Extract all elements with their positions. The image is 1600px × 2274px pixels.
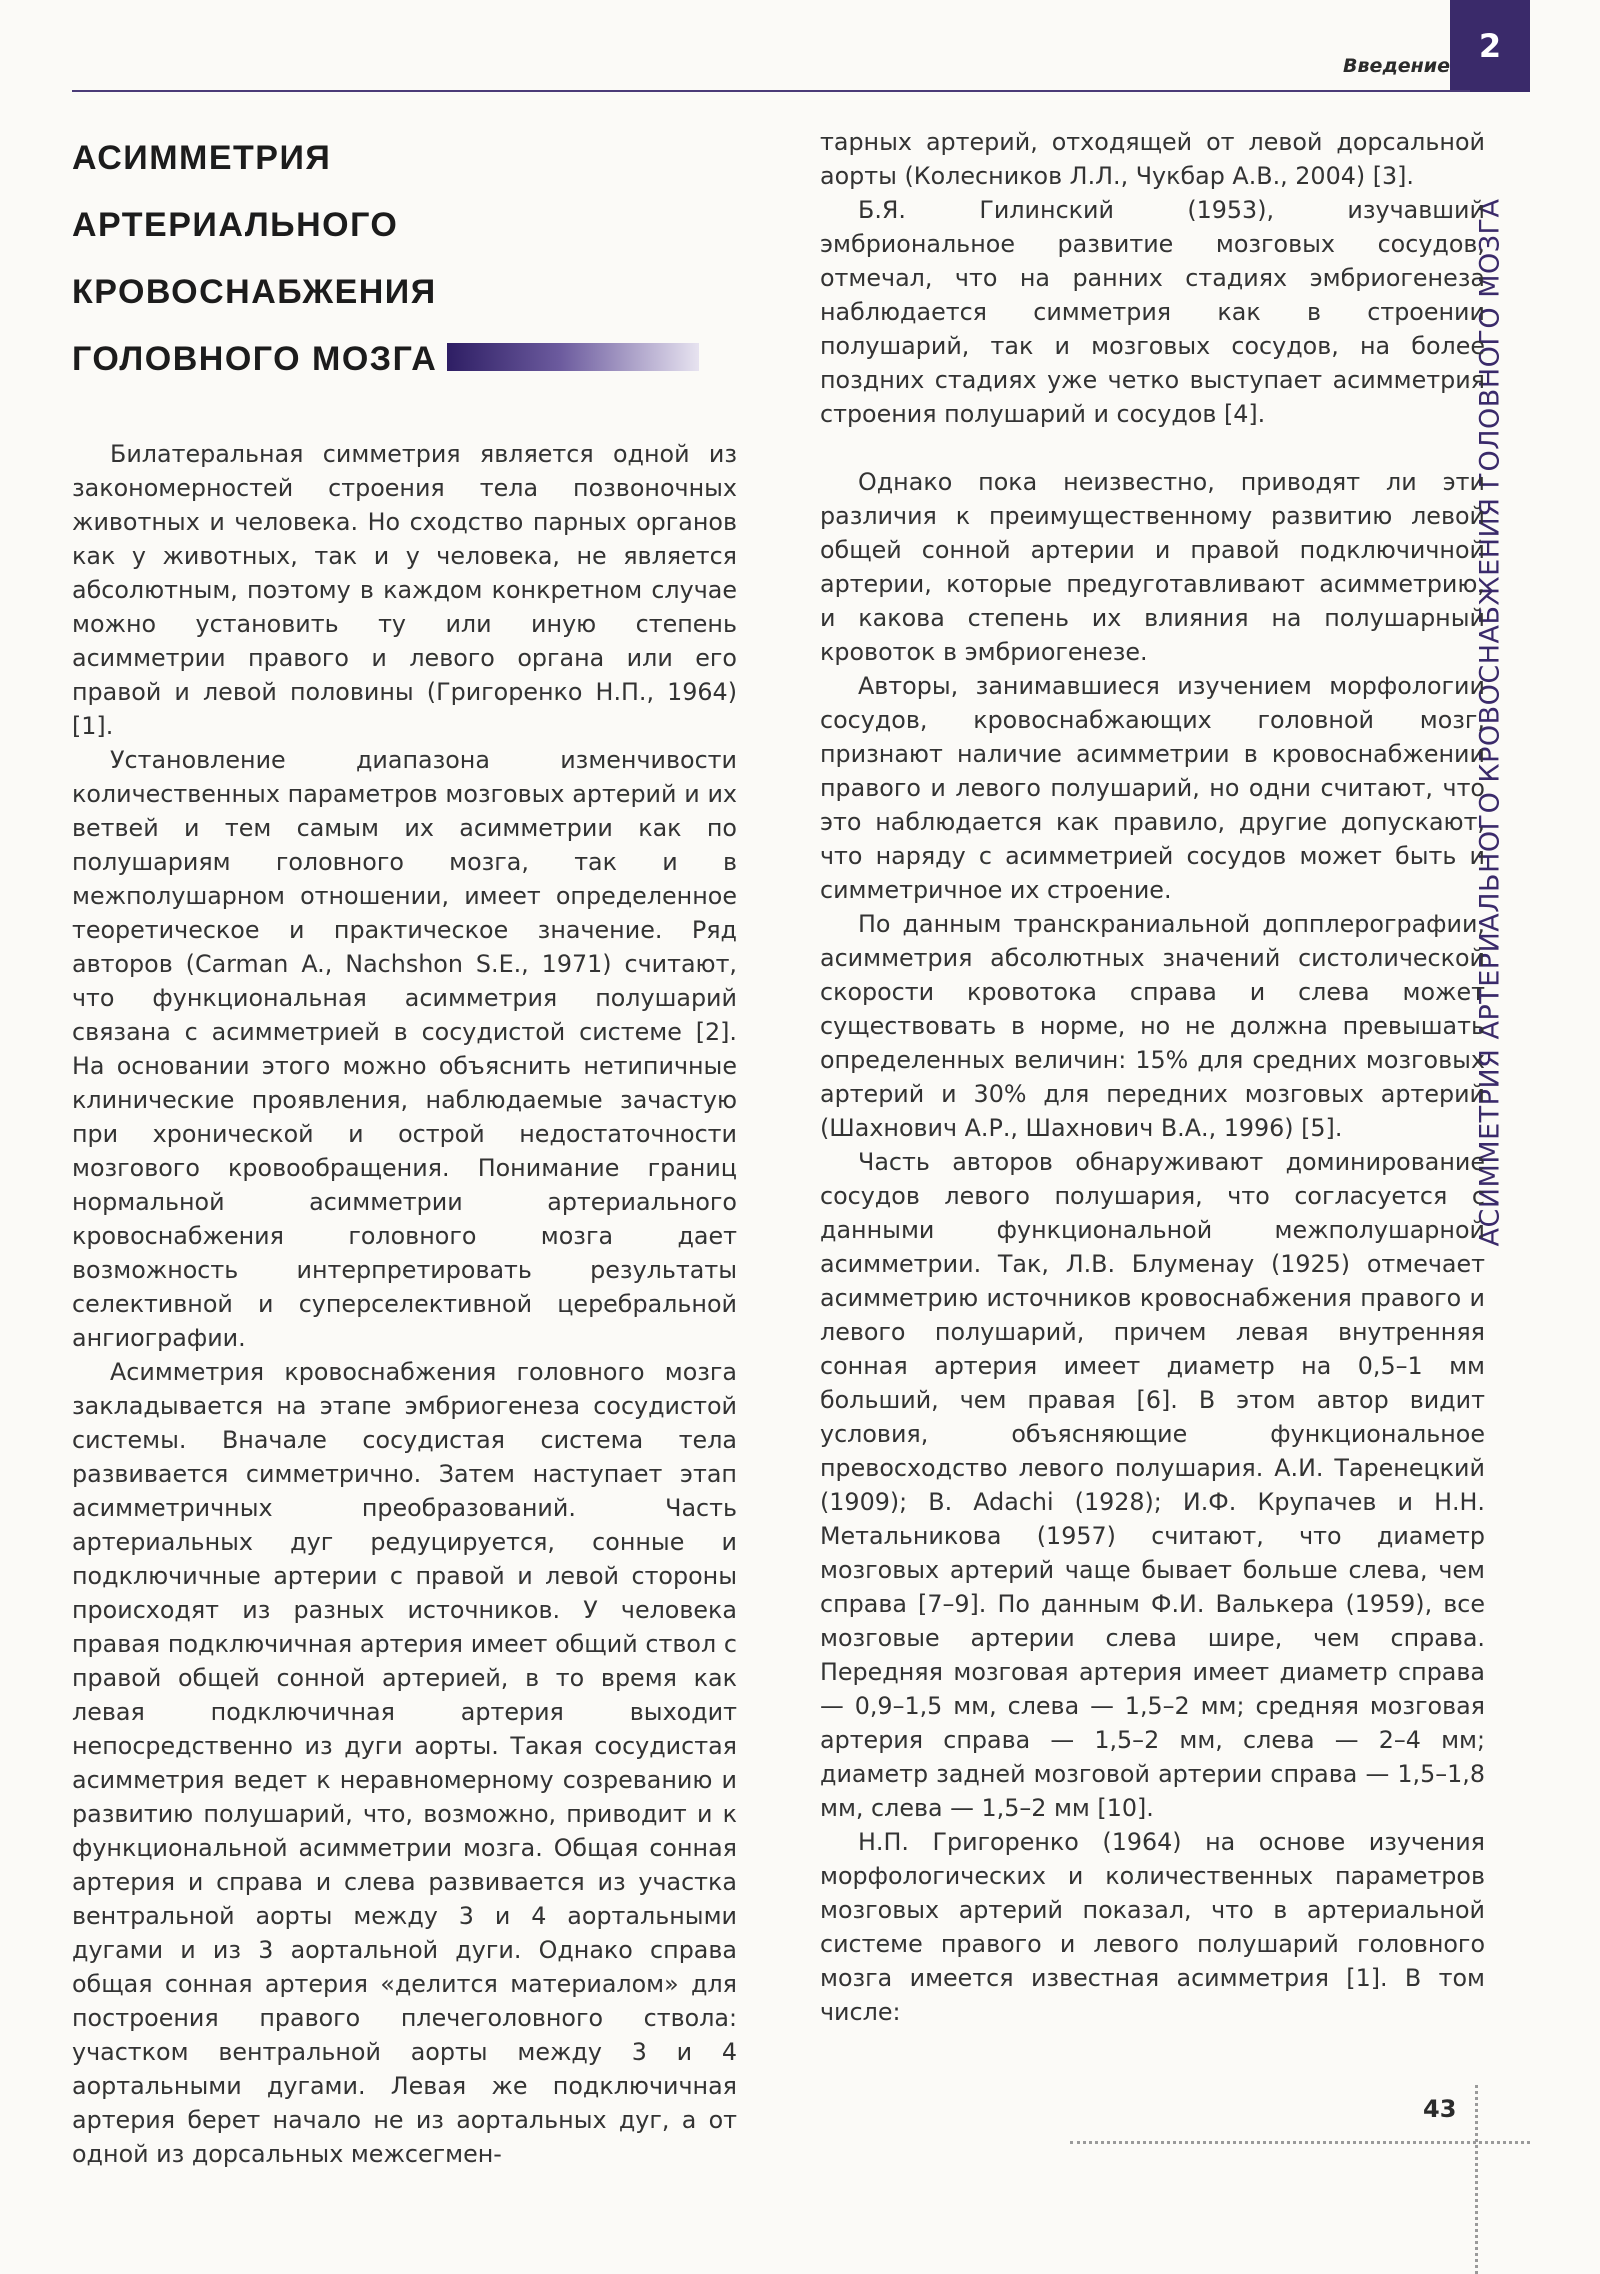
article-body	[72, 125, 1492, 2168]
header-rule	[72, 90, 1470, 92]
footer-dotted-rule	[1070, 2141, 1530, 2144]
paragraph: Асимметрия кровоснабжения головного мозга закладывается на этапе эмбриогенеза сосудистой системы. Вначале сосудистая система тела развивается симметрично. Затем наступает этап асимметричных преобразований. Часть артериальных дуг редуцируется, сонные и подключичные артерии с правой и левой стороны происходят из разных источников. У человека правая подключичная артерия имеет общий ствол с правой общей сонной артерией, в то время как левая подключичная артерия выходит непосредственно из дуги аорты. Такая сосудистая асимметрия ведет к неравномерному созреванию и развитию полушарий, что, возможно, приводит и к функциональной асимметрии мозга. Общая сонная артерия и справа и слева развивается из участка вентральной аорты между 3 и 4 аортальными дугами и из 3 аортальной дуги. Однако справа общая сонная артерия «делится материалом» для построения правого плечеголовного ствола: участком вентральной аорты между 3 и 4 аортальными дугами. Левая же подключичная артерия берет начало не из аортальных дуг, а от одной из дорсальных межсегмен-	[72, 1358, 737, 2168]
paragraph: Часть авторов обнаруживают доминирование сосудов левого полушария, что согласуется с данными функциональной межполушарной асимметрии. Так, Л.В. Блуменау (1925) отмечает асимметрию источников кровоснабжения правого и левого полушарий, причем левая внутренняя сонная артерия имеет диаметр на 0,5–1 мм больший, чем правая [6]. В этом автор видит условия, объясняющие функциональное превосходство левого полушария. А.И. Таренецкий (1909); B. Adachi (1928); И.Ф. Крупачев и Н.Н. Метальникова (1957) считают, что диаметр мозговых артерий чаще бывает больше слева, чем справа [7–9]. По данным Ф.И. Валькера (1959), все мозговые артерии слева шире, чем справа. Передняя мозговая артерия имеет диаметр справа — 0,9–1,5 мм, слева — 1,5–2 мм; средняя мозговая артерия справа — 1,5–2 мм, слева — 2–4 мм; диаметр задней мозговой артерии справа — 1,5–1,8 мм, слева — 1,5–2 мм [10].	[820, 1148, 1485, 1822]
paragraph: По данным транскраниальной допплерографии, асимметрия абсолютных значений систолической скорости кровотока справа и слева может существовать в норме, но не должна превышать определенных величин: 15% для средних мозговых артерий и 30% для передних мозговых артерий (Шахнович А.Р., Шахнович В.А., 1996) [5].	[820, 910, 1485, 1142]
left-column	[72, 125, 737, 2168]
title-line: КРОВОСНАБЖЕНИЯ	[72, 273, 437, 311]
paragraph: Установление диапазона изменчивости количественных параметров мозговых артерий и их ветвей и тем самым их асимметрии как по полушариям головного мозга, так и в межполушарном отношении, имеет определенное теоретическое и практическое значение. Ряд авторов (Carman A., Nachshon S.E., 1971) считают, что функциональная асимметрия полушарий связана с асимметрией в сосудистой системе [2]. На основании этого можно объяснить нетипичные клинические проявления, наблюдаемые зачастую при хронической и острой недостаточности мозгового кровообращения. Понимание границ нормальной асимметрии артериального кровоснабжения головного мозга дает возможность интерпретировать результаты селективной и суперселективной церебральной ангиографии.	[72, 746, 737, 1352]
footer-dotted-vertical-rule	[1475, 2085, 1478, 2274]
right-column	[820, 125, 1485, 2085]
paragraph: Н.П. Григоренко (1964) на основе изучения морфологических и количественных параметров мозговых артерий показал, что в артериальной системе правого и левого полушарий головного мозга имеется известная асимметрия [1]. В том числе:	[820, 1828, 1485, 2026]
paragraph: Авторы, занимавшиеся изучением морфологии сосудов, кровоснабжающих головной мозг, признают наличие асимметрии в кровоснабжении правого и левого полушарий, но одни считают, что это наблюдается как правило, другие допускают, что наряду с асимметрией сосудов может быть и симметричное их строение.	[820, 672, 1485, 904]
section-label: Введение	[1343, 55, 1450, 77]
chapter-number-tab	[1450, 0, 1530, 92]
vertical-running-title: АСИММЕТРИЯ АРТЕРИАЛЬНОГО КРОВОСНАБЖЕНИЯ ГОЛОВНОГО МОЗГА	[1474, 198, 1506, 1246]
page-number: 43	[1423, 2095, 1457, 2123]
paragraph: Однако пока неизвестно, приводят ли эти различия к преимущественному развитию левой общей сонной артерии и правой подключичной артерии, которые предуготавливают асимметрию, и какова степень их влияния на полушарный кровоток в эмбриогенезе.	[820, 468, 1485, 666]
paragraph: тарных артерий, отходящей от левой дорсальной аорты (Колесников Л.Л., Чукбар А.В., 2004) [3].	[820, 128, 1485, 190]
title-line: АРТЕРИАЛЬНОГО	[72, 206, 399, 244]
article-title	[72, 125, 737, 393]
paragraph: Билатеральная симметрия является одной из закономерностей строения тела позвоночных животных и человека. Но сходство парных органов как у животных, так и у человека, не является абсолютным, поэтому в каждом конкретном случае можно установить ту или иную степень асимметрии правого и левого органа или его правой и левой половины (Григоренко Н.П., 1964) [1].	[72, 440, 737, 740]
title-gradient-bar	[447, 343, 699, 371]
chapter-number: 2	[1478, 27, 1502, 65]
title-line: АСИММЕТРИЯ	[72, 139, 332, 177]
paragraph: Б.Я. Гилинский (1953), изучавший эмбриональное развитие мозговых сосудов, отмечал, что на ранних стадиях эмбриогенеза наблюдается симметрия как в строении полушарий, так и мозговых сосудов, на более поздних стадиях уже четко выступает асимметрия строения полушарий и сосудов [4].	[820, 196, 1485, 428]
title-line: ГОЛОВНОГО МОЗГА	[72, 340, 438, 378]
